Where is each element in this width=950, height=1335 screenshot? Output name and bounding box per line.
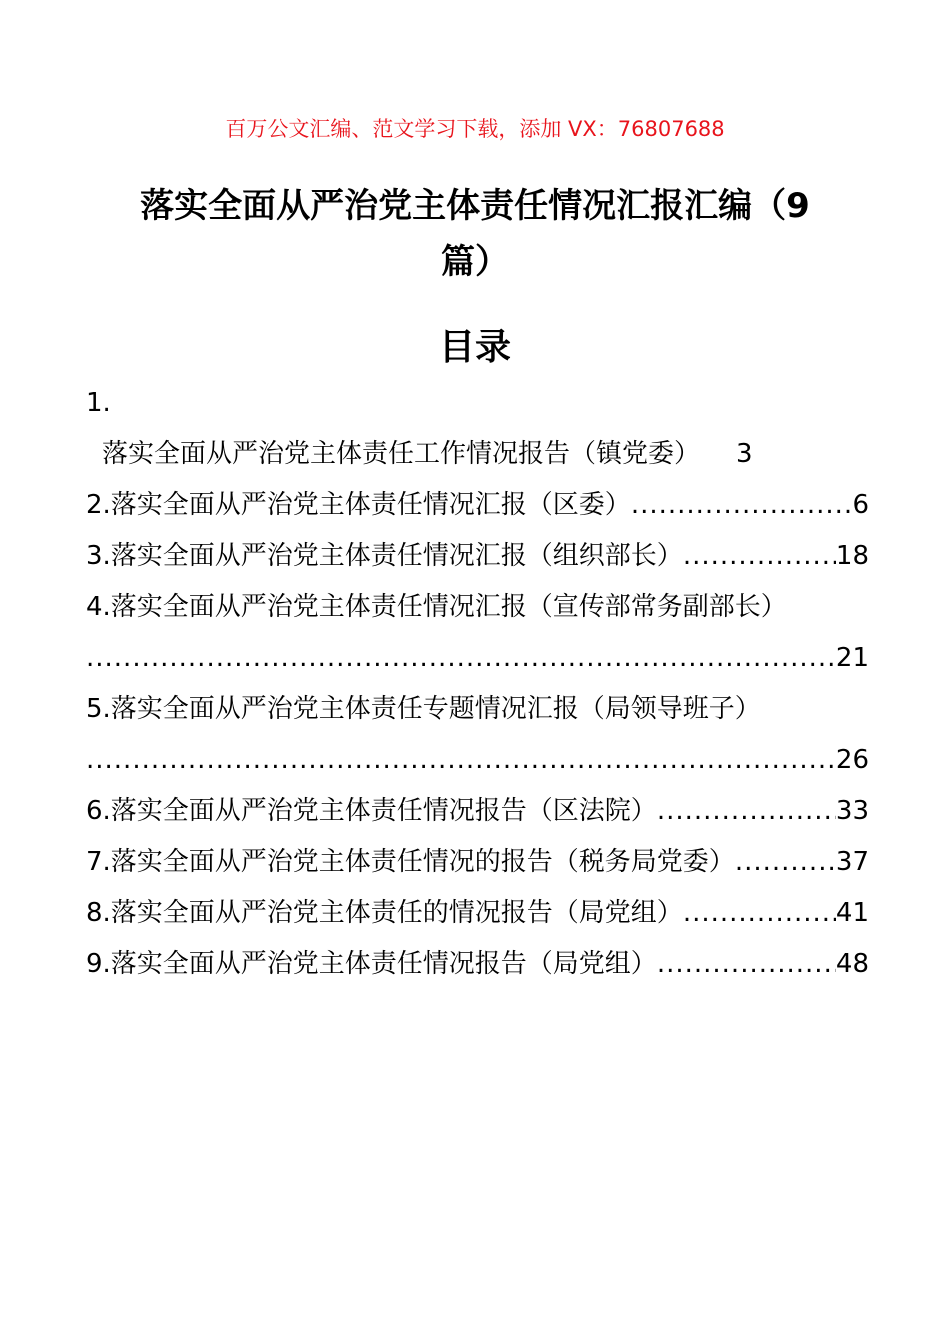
toc-item-page: 48 (835, 949, 869, 979)
toc-item-page: 41 (835, 898, 869, 928)
toc-leader-dots (631, 480, 853, 531)
toc-item-title: 2.落实全面从严治党主体责任情况汇报（区委） (86, 490, 631, 520)
toc-item-title: 4.落实全面从严治党主体责任情况汇报（宣传部常务副部长） (86, 592, 787, 622)
toc-item-title: 5.落实全面从严治党主体责任专题情况汇报（局领导班子） (86, 694, 761, 724)
toc-item-7[interactable] (86, 837, 869, 888)
toc-leader-dots (86, 633, 836, 684)
toc-leader-dots (657, 786, 836, 837)
toc-item-number: 1. (86, 388, 111, 418)
toc-heading: 目录 (438, 327, 511, 368)
toc-item-4[interactable] (86, 582, 869, 684)
document-title (60, 178, 890, 290)
toc-item-title: 8.落实全面从严治党主体责任的情况报告（局党组） (86, 898, 683, 928)
toc-item-title: 3.落实全面从严治党主体责任情况汇报（组织部长） (86, 541, 683, 571)
toc-item-8[interactable] (86, 888, 869, 939)
toc-item-page: 18 (835, 541, 869, 571)
document-title-line-1: 落实全面从严治党主体责任情况汇报汇编（9 (140, 186, 810, 226)
toc-item-page: 3 (736, 439, 753, 469)
toc-leader-dots (86, 735, 836, 786)
toc-item-title: 6.落实全面从严治党主体责任情况报告（区法院） (86, 796, 657, 826)
toc-leader-dots (657, 939, 836, 990)
toc-item-1[interactable] (86, 378, 869, 480)
toc-item-title: 7.落实全面从严治党主体责任情况的报告（税务局党委） (86, 847, 735, 877)
toc-item-page: 6 (852, 490, 869, 520)
toc-item-5[interactable] (86, 684, 869, 786)
toc-leader-dots (735, 837, 836, 888)
toc-item-page: 37 (835, 847, 869, 877)
header-banner: 百万公文汇编、范文学习下载，添加 VX：76807688 (225, 117, 725, 141)
toc-item-9[interactable] (86, 939, 869, 990)
toc-item-title: 9.落实全面从严治党主体责任情况报告（局党组） (86, 949, 657, 979)
toc-item-page: 26 (835, 745, 869, 775)
toc-item-page: 33 (835, 796, 869, 826)
toc-leader-dots (683, 888, 836, 939)
toc-item-page: 21 (835, 643, 869, 673)
toc-item-2[interactable] (86, 480, 869, 531)
toc-item-title: 落实全面从严治党主体责任工作情况报告（镇党委） (102, 439, 701, 469)
toc-item-3[interactable] (86, 531, 869, 582)
toc-item-6[interactable] (86, 786, 869, 837)
document-title-line-2: 篇） (441, 242, 509, 282)
toc-leader-dots (683, 531, 836, 582)
table-of-contents (86, 378, 869, 990)
